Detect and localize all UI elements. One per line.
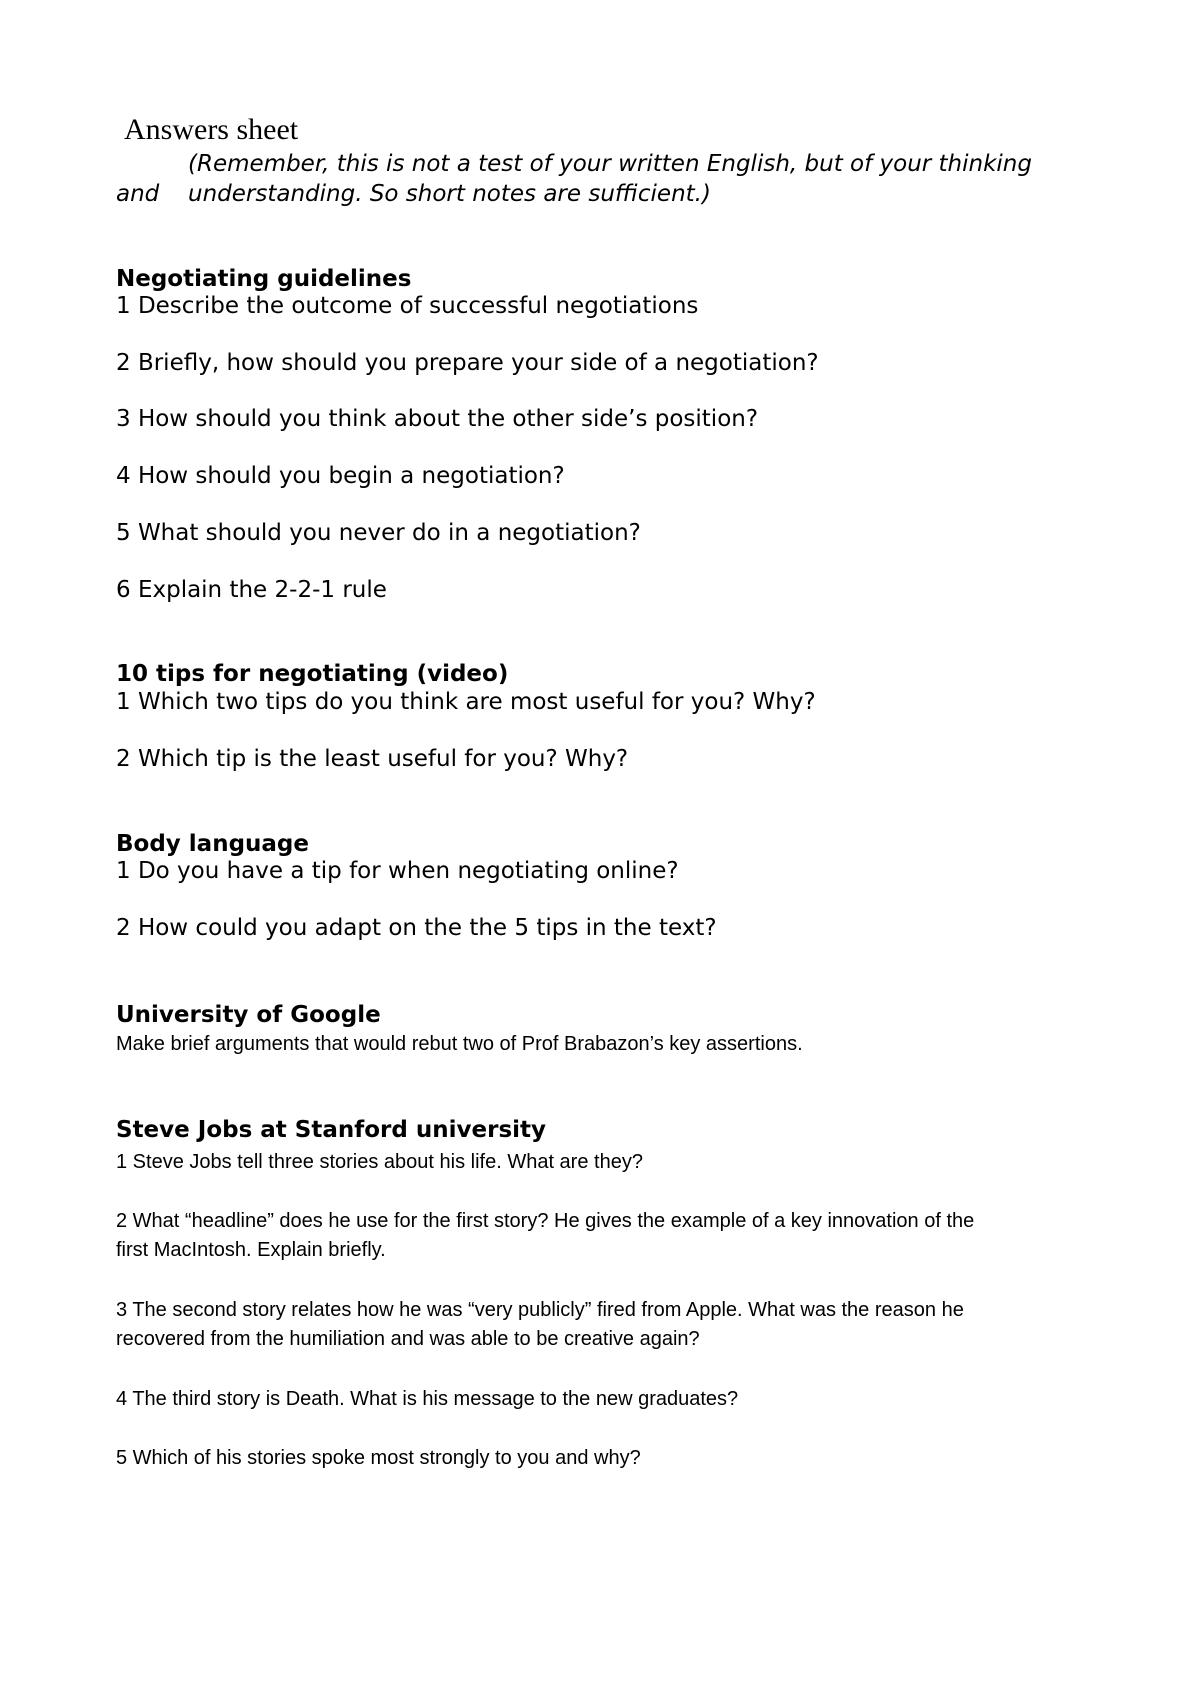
question-item: 2 Which tip is the least useful for you? Why? (116, 746, 629, 772)
question-item: 6 Explain the 2-2-1 rule (116, 577, 387, 603)
question-item-continued: first MacIntosh. Explain briefly. (116, 1239, 386, 1261)
question-item: 5 What should you never do in a negotiation? (116, 520, 641, 546)
question-item: 2 Briefly, how should you prepare your side of a negotiation? (116, 350, 819, 376)
question-item: 4 The third story is Death. What is his message to the new graduates? (116, 1388, 739, 1410)
question-item: 1 Which two tips do you think are most useful for you? Why? (116, 689, 816, 715)
question-item: 1 Describe the outcome of successful negotiations (116, 293, 699, 319)
instructions-note-line-2: understanding. So short notes are sufficient.) (188, 181, 711, 207)
question-item: 2 How could you adapt on the the 5 tips in the text? (116, 915, 717, 941)
section-heading-10-tips: 10 tips for negotiating (video) (116, 661, 509, 687)
question-item: 5 Which of his stories spoke most strongly to you and why? (116, 1447, 641, 1469)
question-item: 3 The second story relates how he was “very publicly” fired from Apple. What was the reason he (116, 1299, 964, 1321)
question-item: 3 How should you think about the other side’s position? (116, 406, 759, 432)
section-heading-steve-jobs: Steve Jobs at Stanford university (116, 1117, 547, 1143)
question-item: 4 How should you begin a negotiation? (116, 463, 565, 489)
question-item: 1 Steve Jobs tell three stories about his life. What are they? (116, 1151, 643, 1173)
section-heading-body-language: Body language (116, 831, 309, 857)
section-heading-negotiating-guidelines: Negotiating guidelines (116, 266, 412, 292)
instructions-note-and: and (116, 181, 160, 207)
question-item: 1 Do you have a tip for when negotiating online? (116, 858, 679, 884)
section-heading-university-of-google: University of Google (116, 1002, 381, 1028)
question-item: 2 What “headline” does he use for the first story? He gives the example of a key innovation of the (116, 1210, 975, 1232)
instructions-note-line-1: (Remember, this is not a test of your written English, but of your thinking (188, 151, 1032, 177)
question-item-continued: recovered from the humiliation and was able to be creative again? (116, 1328, 700, 1350)
question-item: Make brief arguments that would rebut two of Prof Brabazon’s key assertions. (116, 1033, 803, 1055)
page-title: Answers sheet (124, 113, 299, 146)
